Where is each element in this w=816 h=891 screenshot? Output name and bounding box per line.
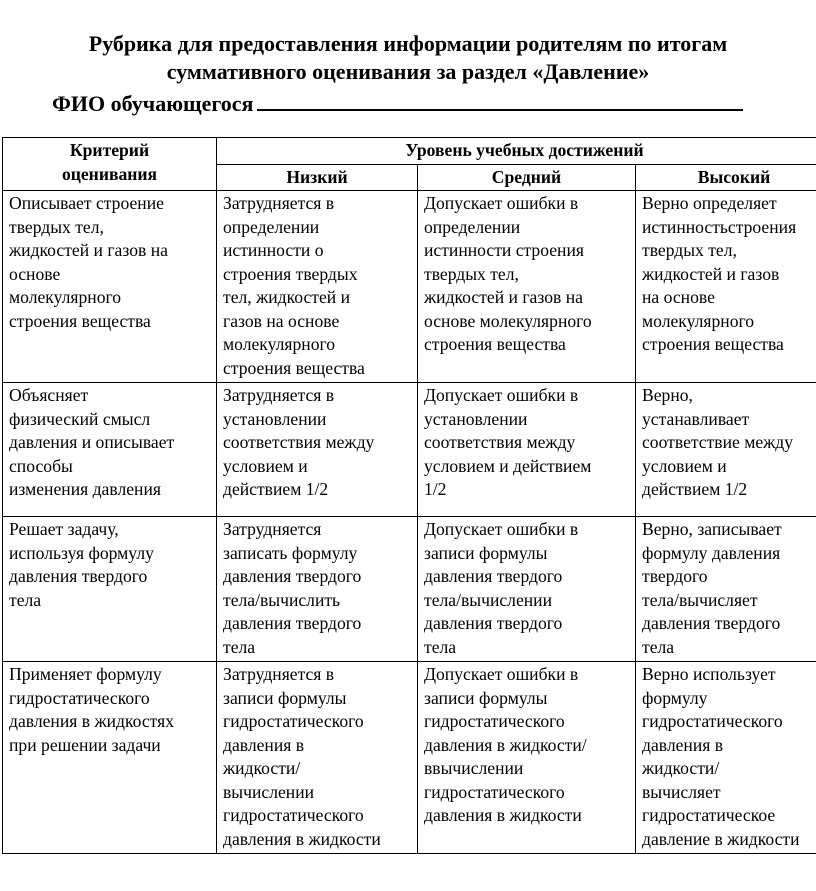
high-level-cell: Верно определяет истинностьстроения твердых тел, жидкостей и газов на основе молекулярного строения вещества xyxy=(636,191,816,383)
mid-level-cell: Допускает ошибки в записи формулы гидростатического давления в жидкости/ ввычислении гидростатического давления в жидкости xyxy=(418,662,636,854)
table-row xyxy=(3,662,816,854)
high-level-cell: Верно использует формулу гидростатического давления в жидкости/ вычисляет гидростатическое давление в жидкости xyxy=(636,662,816,854)
title-line-2: суммативного оценивания за раздел «Давление» xyxy=(166,59,650,84)
title-line-1: Рубрика для предоставления информации родителям по итогам xyxy=(88,31,728,56)
student-name-field xyxy=(52,87,743,118)
low-level-cell: Затрудняется в определении истинности о строения твердых тел, жидкостей и газов на основе молекулярного строения вещества xyxy=(217,191,418,383)
criterion-cell: Применяет формулу гидростатического давления в жидкостях при решении задачи xyxy=(3,662,217,854)
document-title xyxy=(0,30,816,86)
header-level-high: Высокий xyxy=(636,164,816,191)
mid-level-cell: Допускает ошибки в записи формулы давления твердого тела/вычислении давления твердого тела xyxy=(418,517,636,662)
fio-blank-line xyxy=(257,87,743,111)
criterion-cell: Объясняет физический смысл давления и описывает способы изменения давления xyxy=(3,383,217,517)
table-row xyxy=(3,191,816,383)
fio-label: ФИО обучающегося xyxy=(52,91,254,116)
table-row xyxy=(3,517,816,662)
table-row xyxy=(3,383,816,517)
header-level-group: Уровень учебных достижений xyxy=(217,138,816,165)
mid-level-cell: Допускает ошибки в установлении соответствия между условием и действием 1/2 xyxy=(418,383,636,517)
header-criterion: Критерий оценивания xyxy=(3,138,217,191)
header-level-mid: Средний xyxy=(418,164,636,191)
high-level-cell: Верно, устанавливает соответствие между условием и действием 1/2 xyxy=(636,383,816,517)
criterion-cell: Решает задачу, используя формулу давления твердого тела xyxy=(3,517,217,662)
high-level-cell: Верно, записывает формулу давления твердого тела/вычисляет давления твердого тела xyxy=(636,517,816,662)
rubric-table xyxy=(2,137,816,854)
mid-level-cell: Допускает ошибки в определении истинности строения твердых тел, жидкостей и газов на основе молекулярного строения вещества xyxy=(418,191,636,383)
low-level-cell: Затрудняется записать формулу давления твердого тела/вычислить давления твердого тела xyxy=(217,517,418,662)
criterion-cell: Описывает строение твердых тел, жидкостей и газов на основе молекулярного строения вещества xyxy=(3,191,217,383)
header-level-low: Низкий xyxy=(217,164,418,191)
low-level-cell: Затрудняется в установлении соответствия между условием и действием 1/2 xyxy=(217,383,418,517)
low-level-cell: Затрудняется в записи формулы гидростатического давления в жидкости/ вычислении гидростатического давления в жидкости xyxy=(217,662,418,854)
